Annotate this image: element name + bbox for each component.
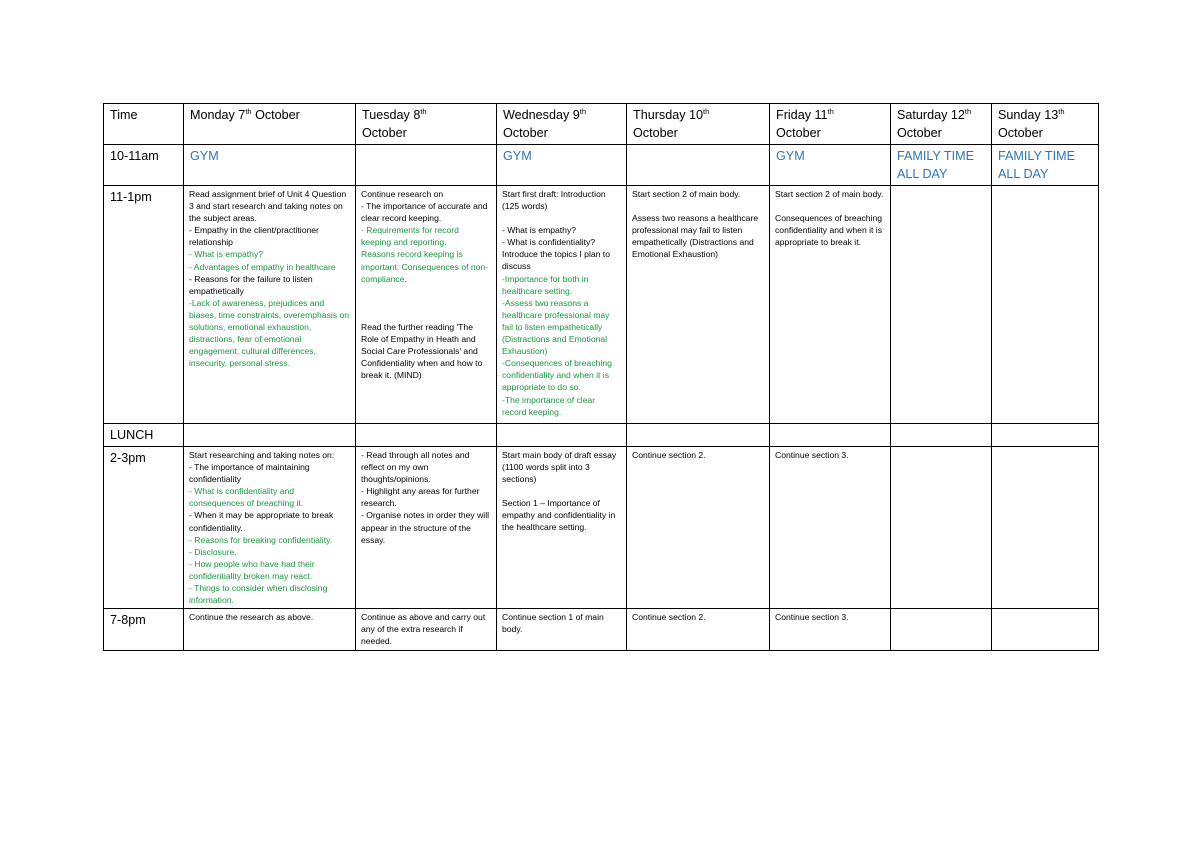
cell-sun-10-11am: FAMILY TIME ALL DAY bbox=[992, 145, 1099, 186]
row-2-3pm bbox=[104, 447, 1099, 609]
cell-mon-10-11am: GYM bbox=[184, 145, 356, 186]
cell-mon-7-8pm: Continue the research as above. bbox=[184, 609, 356, 650]
cell-fri-7-8pm: Continue section 3. bbox=[770, 609, 891, 650]
cell-thu-7-8pm: Continue section 2. bbox=[627, 609, 770, 650]
cell-thu-10-11am bbox=[627, 145, 770, 186]
header-thursday: Thursday 10th October bbox=[627, 104, 770, 145]
header-friday: Friday 11th October bbox=[770, 104, 891, 145]
cell-fri-2-3pm: Continue section 3. bbox=[770, 447, 891, 609]
row-7-8pm bbox=[104, 609, 1099, 650]
header-time: Time bbox=[104, 104, 184, 145]
time-7-8pm: 7-8pm bbox=[104, 609, 184, 650]
cell-sun-11-1pm bbox=[992, 186, 1099, 424]
row-lunch bbox=[104, 424, 1099, 447]
cell-wed-2-3pm: Start main body of draft essay (1100 words split into 3 sections) Section 1 – Importance of empathy and confidentiality in the healthcare setting. bbox=[497, 447, 627, 609]
cell-tue-7-8pm: Continue as above and carry out any of the extra research if needed. bbox=[356, 609, 497, 650]
time-10-11am: 10-11am bbox=[104, 145, 184, 186]
time-11-1pm: 11-1pm bbox=[104, 186, 184, 424]
cell-wed-10-11am: GYM bbox=[497, 145, 627, 186]
cell-thu-2-3pm: Continue section 2. bbox=[627, 447, 770, 609]
cell-mon-11-1pm: Read assignment brief of Unit 4 Question 3 and start research and taking notes on the subject areas. - Empathy in the client/practitioner relationship - What is empathy? - Advantages of empathy in healthcare - Reasons for the failure to listen empathetically -Lack of awareness, prejudices and biases, time constraints, overemphasis on solutions, emotional exhaustion, distractions, fear of emotional engagement, cultural differences, insecurity, personal stress. bbox=[184, 186, 356, 424]
time-lunch: LUNCH bbox=[104, 424, 184, 447]
header-wednesday: Wednesday 9th October bbox=[497, 104, 627, 145]
cell-tue-2-3pm: - Read through all notes and reflect on my own thoughts/opinions. - Highlight any areas for further research. - Organise notes in order they will appear in the structure of the essay. bbox=[356, 447, 497, 609]
header-monday: Monday 7th October bbox=[184, 104, 356, 145]
header-saturday: Saturday 12th October bbox=[891, 104, 992, 145]
cell-sat-11-1pm bbox=[891, 186, 992, 424]
cell-sun-2-3pm bbox=[992, 447, 1099, 609]
row-10-11am bbox=[104, 145, 1099, 186]
cell-tue-11-1pm: Continue research on - The importance of accurate and clear record keeping. - Requirements for record keeping and reporting. Reasons record keeping is important. Consequences of non-compliance. Read the further reading 'The Role of Empathy in Heath and Social Care Professionals' and Confidentiality when and how to break it. (MIND) bbox=[356, 186, 497, 424]
cell-thu-11-1pm: Start section 2 of main body. Assess two reasons a healthcare professional may fail to listen empathetically (Distractions and Emotional Exhaustion) bbox=[627, 186, 770, 424]
row-11-1pm bbox=[104, 186, 1099, 424]
cell-fri-11-1pm: Start section 2 of main body. Consequences of breaching confidentiality and when it is appropriate to break it. bbox=[770, 186, 891, 424]
header-row bbox=[104, 104, 1099, 145]
cell-wed-7-8pm: Continue section 1 of main body. bbox=[497, 609, 627, 650]
header-sunday: Sunday 13th October bbox=[992, 104, 1099, 145]
weekly-study-planner bbox=[103, 103, 1099, 651]
cell-sat-7-8pm bbox=[891, 609, 992, 650]
cell-tue-10-11am bbox=[356, 145, 497, 186]
time-2-3pm: 2-3pm bbox=[104, 447, 184, 609]
header-tuesday: Tuesday 8th October bbox=[356, 104, 497, 145]
cell-sat-10-11am: FAMILY TIME ALL DAY bbox=[891, 145, 992, 186]
cell-fri-10-11am: GYM bbox=[770, 145, 891, 186]
cell-wed-11-1pm: Start first draft: Introduction (125 words) - What is empathy? - What is confidentiality? Introduce the topics I plan to discuss -Importance for both in healthcare setting. -Assess two reasons a healthcare professional may fail to listen empathetically (Distractions and Emotional Exhaustion) -Consequences of breaching confidentiality and when it is appropriate to do so. -The importance of clear record keeping. bbox=[497, 186, 627, 424]
cell-mon-2-3pm: Start researching and taking notes on: - The importance of maintaining confidentiality - What is confidentiality and consequences of breaching it. - When it may be appropriate to break confidentiality. - Reasons for breaking confidentiality. - Disclosure. - How people who have had their confidentiality broken may react. - Things to consider when disclosing information. bbox=[184, 447, 356, 609]
cell-sun-7-8pm bbox=[992, 609, 1099, 650]
cell-sat-2-3pm bbox=[891, 447, 992, 609]
